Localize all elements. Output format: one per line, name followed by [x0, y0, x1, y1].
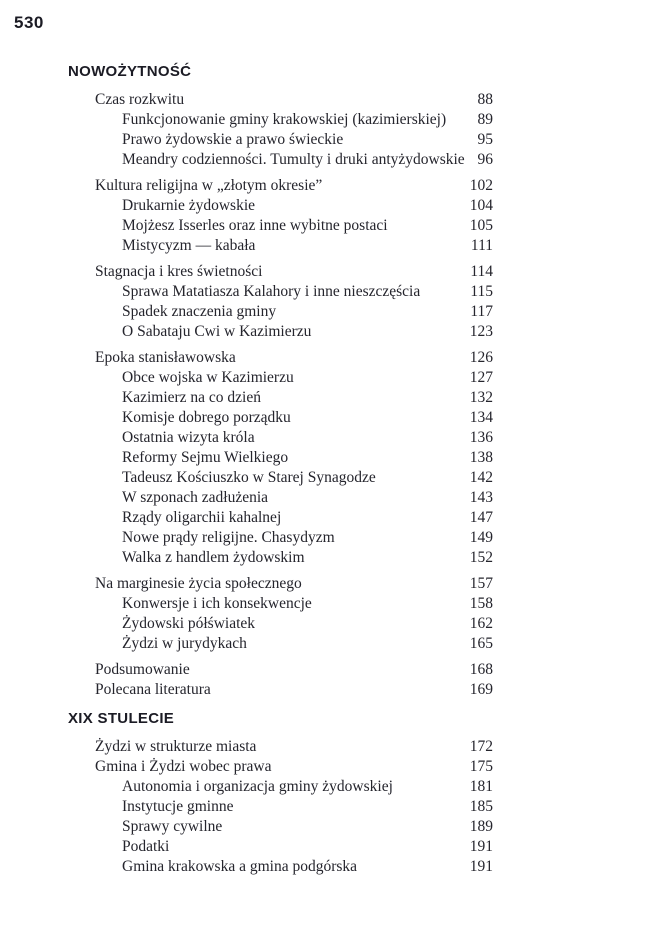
entry-title: Ostatnia wizyta króla	[122, 429, 255, 446]
toc-entry	[68, 548, 493, 568]
toc-entry	[68, 428, 493, 448]
entry-page-number: 127	[469, 369, 493, 386]
toc-group	[68, 176, 493, 256]
entry-page-number: 102	[469, 177, 493, 194]
toc-entry	[68, 150, 493, 170]
toc-entry	[68, 236, 493, 256]
entry-title: Instytucje gminne	[122, 798, 234, 815]
toc-entry	[68, 634, 493, 654]
entry-title: Spadek znaczenia gminy	[122, 303, 277, 320]
toc-entry	[68, 817, 493, 837]
entry-title: Czas rozkwitu	[95, 91, 185, 108]
entry-title: Gmina i Żydzi wobec prawa	[95, 758, 272, 775]
entry-title: Sprawa Matatiasza Kalahory i inne nieszczęścia	[122, 283, 421, 300]
toc-group	[68, 90, 493, 170]
entry-page-number: 189	[469, 818, 493, 835]
entry-title: Walka z handlem żydowskim	[122, 549, 305, 566]
entry-page-number: 117	[470, 303, 493, 320]
entry-title: Reformy Sejmu Wielkiego	[122, 449, 289, 466]
toc-entry	[68, 262, 493, 282]
toc-entry	[68, 508, 493, 528]
entry-title: Prawo żydowskie a prawo świeckie	[122, 131, 344, 148]
entry-title: Konwersje i ich konsekwencje	[122, 595, 312, 612]
toc-entry	[68, 777, 493, 797]
entry-page-number: 104	[469, 197, 493, 214]
toc-entry	[68, 322, 493, 342]
entry-title: Stagnacja i kres świetności	[95, 263, 263, 280]
entry-title: Nowe prądy religijne. Chasydyzm	[122, 529, 335, 546]
toc-entry	[68, 680, 493, 700]
toc-entry	[68, 302, 493, 322]
toc-group	[68, 574, 493, 654]
entry-title: Tadeusz Kościuszko w Starej Synagodze	[122, 469, 376, 486]
toc-entry	[68, 757, 493, 777]
entry-title: Funkcjonowanie gminy krakowskiej (kazimierskiej)	[122, 111, 447, 128]
entry-page-number: 175	[469, 758, 493, 775]
entry-page-number: 191	[469, 838, 493, 855]
toc-entry	[68, 594, 493, 614]
entry-page-number: 105	[469, 217, 493, 234]
toc-entry	[68, 282, 493, 302]
entry-page-number: 111	[470, 237, 493, 254]
entry-page-number: 157	[469, 575, 493, 592]
entry-page-number: 158	[469, 595, 493, 612]
toc-entry	[68, 488, 493, 508]
entry-page-number: 191	[469, 858, 493, 875]
toc-entry	[68, 448, 493, 468]
section-heading: NOWOŻYTNOŚĆ	[68, 63, 192, 80]
toc-entry	[68, 368, 493, 388]
entry-page-number: 152	[469, 549, 493, 566]
toc-entry	[68, 348, 493, 368]
entry-page-number: 172	[469, 738, 493, 755]
toc-group	[68, 660, 493, 700]
entry-page-number: 149	[469, 529, 493, 546]
entry-page-number: 132	[469, 389, 493, 406]
entry-title: Żydzi w strukturze miasta	[95, 738, 257, 755]
section-heading: XIX STULECIE	[68, 710, 175, 727]
entry-page-number: 142	[469, 469, 493, 486]
entry-title: Polecana literatura	[95, 681, 211, 698]
toc-entry	[68, 176, 493, 196]
toc-group	[68, 348, 493, 568]
entry-title: Podsumowanie	[95, 661, 190, 678]
entry-page-number: 147	[469, 509, 493, 526]
toc-entry	[68, 130, 493, 150]
toc-entry	[68, 110, 493, 130]
entry-page-number: 143	[469, 489, 493, 506]
entry-title: Żydzi w jurydykach	[122, 635, 247, 652]
entry-page-number: 123	[469, 323, 493, 340]
entry-title: Autonomia i organizacja gminy żydowskiej	[122, 778, 393, 795]
entry-title: Obce wojska w Kazimierzu	[122, 369, 294, 386]
toc-entry	[68, 528, 493, 548]
toc-entry	[68, 408, 493, 428]
table-of-contents	[68, 64, 493, 883]
toc-group	[68, 737, 493, 877]
entry-page-number: 95	[477, 131, 493, 148]
toc-group	[68, 262, 493, 342]
entry-page-number: 126	[469, 349, 493, 366]
toc-entry	[68, 388, 493, 408]
entry-title: O Sabataju Cwi w Kazimierzu	[122, 323, 312, 340]
entry-title: Meandry codzienności. Tumulty i druki antyżydowskie	[122, 151, 465, 168]
entry-title: W szponach zadłużenia	[122, 489, 269, 506]
entry-page-number: 136	[469, 429, 493, 446]
toc-entry	[68, 90, 493, 110]
entry-title: Na marginesie życia społecznego	[95, 575, 302, 592]
entry-page-number: 165	[469, 635, 493, 652]
entry-page-number: 162	[469, 615, 493, 632]
entry-title: Mojżesz Isserles oraz inne wybitne postaci	[122, 217, 388, 234]
entry-page-number: 115	[470, 283, 493, 300]
entry-title: Kazimierz na co dzień	[122, 389, 261, 406]
entry-title: Żydowski półświatek	[122, 615, 256, 632]
entry-title: Kultura religijna w „złotym okresie”	[95, 177, 323, 194]
page-number: 530	[14, 13, 44, 32]
entry-title: Komisje dobrego porządku	[122, 409, 291, 426]
entry-page-number: 181	[469, 778, 493, 795]
entry-title: Drukarnie żydowskie	[122, 197, 255, 214]
entry-page-number: 88	[477, 91, 493, 108]
entry-title: Podatki	[122, 838, 170, 855]
entry-page-number: 138	[469, 449, 493, 466]
toc-entry	[68, 574, 493, 594]
toc-entry	[68, 196, 493, 216]
toc-entry	[68, 216, 493, 236]
entry-page-number: 169	[469, 681, 493, 698]
entry-page-number: 134	[469, 409, 493, 426]
toc-entry	[68, 797, 493, 817]
entry-title: Epoka stanisławowska	[95, 349, 236, 366]
entry-page-number: 185	[469, 798, 493, 815]
entry-page-number: 89	[477, 111, 493, 128]
entry-title: Gmina krakowska a gmina podgórska	[122, 858, 358, 875]
toc-entry	[68, 857, 493, 877]
entry-page-number: 96	[477, 151, 493, 168]
entry-title: Mistycyzm — kabała	[122, 237, 256, 254]
entry-page-number: 168	[469, 661, 493, 678]
toc-entry	[68, 737, 493, 757]
entry-title: Sprawy cywilne	[122, 818, 223, 835]
toc-entry	[68, 837, 493, 857]
entry-page-number: 114	[470, 263, 493, 280]
entry-title: Rządy oligarchii kahalnej	[122, 509, 282, 526]
toc-entry	[68, 660, 493, 680]
toc-entry	[68, 614, 493, 634]
toc-entry	[68, 468, 493, 488]
